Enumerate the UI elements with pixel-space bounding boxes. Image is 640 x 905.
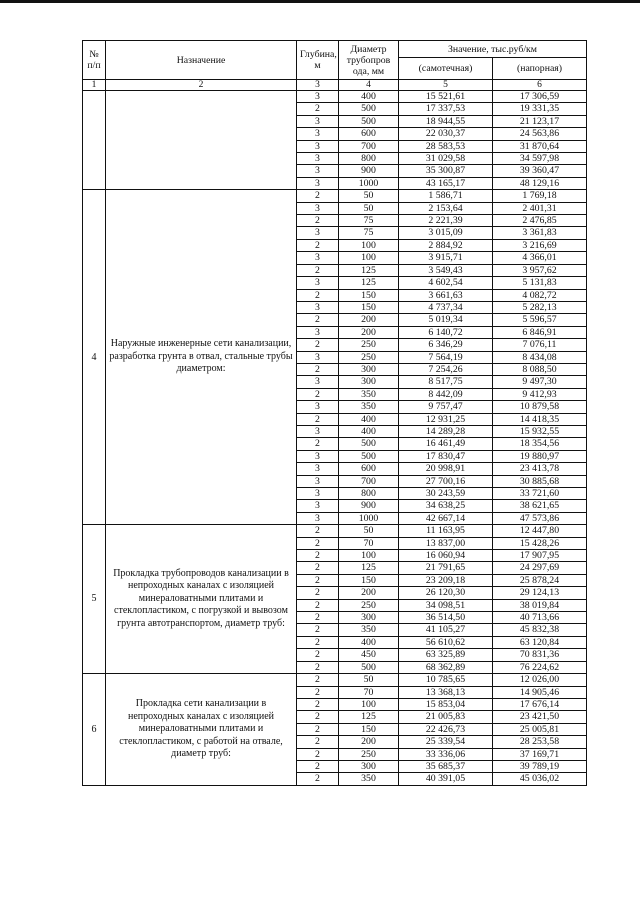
depth-cell: 2 <box>297 289 339 301</box>
pressure-value-cell: 48 129,16 <box>493 177 587 189</box>
depth-cell: 2 <box>297 550 339 562</box>
group-description-cell: Прокладка трубопроводов канализации в непроходных каналах с изоляцией минераловатными плитами и стеклопластиком, с погрузкой и вывозом грунта автотранспортом, диаметр труб: <box>106 525 297 674</box>
table-row <box>83 190 587 202</box>
table-row <box>83 91 587 103</box>
pressure-value-cell: 23 413,78 <box>493 463 587 475</box>
diameter-cell: 600 <box>339 463 399 475</box>
depth-cell: 2 <box>297 649 339 661</box>
depth-cell: 2 <box>297 239 339 251</box>
pressure-value-cell: 14 905,46 <box>493 686 587 698</box>
pressure-value-cell: 15 932,55 <box>493 425 587 437</box>
gravity-value-cell: 43 165,17 <box>399 177 493 189</box>
pressure-value-cell: 17 306,59 <box>493 91 587 103</box>
column-index-cell: 4 <box>339 80 399 91</box>
group-number-cell <box>83 91 106 190</box>
gravity-value-cell: 12 931,25 <box>399 413 493 425</box>
gravity-value-cell: 3 549,43 <box>399 264 493 276</box>
pressure-value-cell: 7 076,11 <box>493 339 587 351</box>
pressure-value-cell: 14 418,35 <box>493 413 587 425</box>
gravity-value-cell: 1 586,71 <box>399 190 493 202</box>
diameter-cell: 400 <box>339 413 399 425</box>
diameter-cell: 50 <box>339 525 399 537</box>
gravity-value-cell: 7 564,19 <box>399 351 493 363</box>
gravity-value-cell: 33 336,06 <box>399 748 493 760</box>
depth-cell: 2 <box>297 103 339 115</box>
diameter-cell: 150 <box>339 723 399 735</box>
gravity-value-cell: 10 785,65 <box>399 674 493 686</box>
depth-cell: 2 <box>297 562 339 574</box>
depth-cell: 3 <box>297 512 339 524</box>
diameter-cell: 800 <box>339 488 399 500</box>
diameter-cell: 350 <box>339 401 399 413</box>
group-description-cell <box>106 91 297 190</box>
gravity-value-cell: 13 837,00 <box>399 537 493 549</box>
pressure-value-cell: 63 120,84 <box>493 636 587 648</box>
diameter-cell: 250 <box>339 339 399 351</box>
pressure-value-cell: 38 621,65 <box>493 500 587 512</box>
pressure-value-cell: 18 354,56 <box>493 438 587 450</box>
header-purpose: Назначение <box>106 41 297 80</box>
diameter-cell: 350 <box>339 388 399 400</box>
gravity-value-cell: 14 289,28 <box>399 425 493 437</box>
diameter-cell: 700 <box>339 475 399 487</box>
gravity-value-cell: 21 791,65 <box>399 562 493 574</box>
diameter-cell: 1000 <box>339 177 399 189</box>
gravity-value-cell: 13 368,13 <box>399 686 493 698</box>
depth-cell: 2 <box>297 674 339 686</box>
gravity-value-cell: 56 610,62 <box>399 636 493 648</box>
depth-cell: 3 <box>297 165 339 177</box>
gravity-value-cell: 17 830,47 <box>399 450 493 462</box>
pressure-value-cell: 21 123,17 <box>493 115 587 127</box>
pressure-value-cell: 3 957,62 <box>493 264 587 276</box>
diameter-cell: 1000 <box>339 512 399 524</box>
gravity-value-cell: 20 998,91 <box>399 463 493 475</box>
diameter-cell: 125 <box>339 264 399 276</box>
depth-cell: 2 <box>297 537 339 549</box>
gravity-value-cell: 2 153,64 <box>399 202 493 214</box>
diameter-cell: 100 <box>339 239 399 251</box>
depth-cell: 2 <box>297 760 339 772</box>
depth-cell: 3 <box>297 326 339 338</box>
depth-cell: 3 <box>297 227 339 239</box>
diameter-cell: 250 <box>339 599 399 611</box>
diameter-cell: 150 <box>339 289 399 301</box>
diameter-cell: 50 <box>339 674 399 686</box>
depth-cell: 2 <box>297 736 339 748</box>
depth-cell: 3 <box>297 463 339 475</box>
diameter-cell: 200 <box>339 326 399 338</box>
depth-cell: 2 <box>297 388 339 400</box>
pressure-value-cell: 38 019,84 <box>493 599 587 611</box>
diameter-cell: 400 <box>339 425 399 437</box>
pressure-value-cell: 5 282,13 <box>493 301 587 313</box>
pressure-value-cell: 39 789,19 <box>493 760 587 772</box>
column-index-cell: 1 <box>83 80 106 91</box>
gravity-value-cell: 6 346,29 <box>399 339 493 351</box>
pressure-value-cell: 19 880,97 <box>493 450 587 462</box>
pressure-value-cell: 70 831,36 <box>493 649 587 661</box>
depth-cell: 2 <box>297 624 339 636</box>
depth-cell: 3 <box>297 115 339 127</box>
diameter-cell: 350 <box>339 624 399 636</box>
pressure-value-cell: 17 907,95 <box>493 550 587 562</box>
pressure-value-cell: 23 421,50 <box>493 711 587 723</box>
pressure-value-cell: 8 434,08 <box>493 351 587 363</box>
depth-cell: 2 <box>297 363 339 375</box>
gravity-value-cell: 31 029,58 <box>399 153 493 165</box>
diameter-cell: 800 <box>339 153 399 165</box>
gravity-value-cell: 25 339,54 <box>399 736 493 748</box>
pressure-value-cell: 3 361,83 <box>493 227 587 239</box>
depth-cell: 3 <box>297 500 339 512</box>
depth-cell: 2 <box>297 636 339 648</box>
diameter-cell: 100 <box>339 252 399 264</box>
diameter-cell: 700 <box>339 140 399 152</box>
cost-table <box>82 40 587 786</box>
depth-cell: 3 <box>297 128 339 140</box>
header-diameter: Диаметр трубопров ода, мм <box>339 41 399 80</box>
diameter-cell: 100 <box>339 698 399 710</box>
diameter-cell: 900 <box>339 165 399 177</box>
depth-cell: 3 <box>297 488 339 500</box>
gravity-value-cell: 22 030,37 <box>399 128 493 140</box>
gravity-value-cell: 63 325,89 <box>399 649 493 661</box>
diameter-cell: 75 <box>339 227 399 239</box>
pressure-value-cell: 2 401,31 <box>493 202 587 214</box>
depth-cell: 3 <box>297 153 339 165</box>
diameter-cell: 500 <box>339 438 399 450</box>
depth-cell: 3 <box>297 91 339 103</box>
diameter-cell: 300 <box>339 760 399 772</box>
depth-cell: 2 <box>297 748 339 760</box>
depth-cell: 2 <box>297 587 339 599</box>
depth-cell: 2 <box>297 773 339 785</box>
diameter-cell: 100 <box>339 550 399 562</box>
depth-cell: 3 <box>297 301 339 313</box>
pressure-value-cell: 8 088,50 <box>493 363 587 375</box>
pressure-value-cell: 33 721,60 <box>493 488 587 500</box>
diameter-cell: 300 <box>339 612 399 624</box>
diameter-cell: 200 <box>339 736 399 748</box>
depth-cell: 3 <box>297 202 339 214</box>
depth-cell: 3 <box>297 475 339 487</box>
depth-cell: 2 <box>297 525 339 537</box>
gravity-value-cell: 16 461,49 <box>399 438 493 450</box>
depth-cell: 3 <box>297 277 339 289</box>
pressure-value-cell: 30 885,68 <box>493 475 587 487</box>
pressure-value-cell: 19 331,35 <box>493 103 587 115</box>
gravity-value-cell: 18 944,55 <box>399 115 493 127</box>
pressure-value-cell: 24 297,69 <box>493 562 587 574</box>
gravity-value-cell: 4 602,54 <box>399 277 493 289</box>
gravity-value-cell: 4 737,34 <box>399 301 493 313</box>
gravity-value-cell: 34 098,51 <box>399 599 493 611</box>
diameter-cell: 400 <box>339 91 399 103</box>
depth-cell: 2 <box>297 711 339 723</box>
gravity-value-cell: 36 514,50 <box>399 612 493 624</box>
diameter-cell: 125 <box>339 711 399 723</box>
pressure-value-cell: 6 846,91 <box>493 326 587 338</box>
pressure-value-cell: 5 596,57 <box>493 314 587 326</box>
table-body <box>83 91 587 786</box>
gravity-value-cell: 3 915,71 <box>399 252 493 264</box>
gravity-value-cell: 30 243,59 <box>399 488 493 500</box>
diameter-cell: 150 <box>339 574 399 586</box>
depth-cell: 2 <box>297 190 339 202</box>
diameter-cell: 900 <box>339 500 399 512</box>
depth-cell: 2 <box>297 686 339 698</box>
gravity-value-cell: 2 221,39 <box>399 215 493 227</box>
gravity-value-cell: 17 337,53 <box>399 103 493 115</box>
diameter-cell: 70 <box>339 537 399 549</box>
column-index-cell: 5 <box>399 80 493 91</box>
gravity-value-cell: 41 105,27 <box>399 624 493 636</box>
gravity-value-cell: 22 426,73 <box>399 723 493 735</box>
diameter-cell: 600 <box>339 128 399 140</box>
depth-cell: 2 <box>297 413 339 425</box>
diameter-cell: 150 <box>339 301 399 313</box>
gravity-value-cell: 3 015,09 <box>399 227 493 239</box>
pressure-value-cell: 1 769,18 <box>493 190 587 202</box>
gravity-value-cell: 28 583,53 <box>399 140 493 152</box>
depth-cell: 3 <box>297 376 339 388</box>
pressure-value-cell: 25 005,81 <box>493 723 587 735</box>
pressure-value-cell: 39 360,47 <box>493 165 587 177</box>
gravity-value-cell: 15 853,04 <box>399 698 493 710</box>
pressure-value-cell: 37 169,71 <box>493 748 587 760</box>
diameter-cell: 200 <box>339 587 399 599</box>
page-top-rule <box>0 0 640 3</box>
group-number-cell: 5 <box>83 525 106 674</box>
depth-cell: 2 <box>297 314 339 326</box>
depth-cell: 2 <box>297 723 339 735</box>
gravity-value-cell: 3 661,63 <box>399 289 493 301</box>
gravity-value-cell: 11 163,95 <box>399 525 493 537</box>
diameter-cell: 75 <box>339 215 399 227</box>
depth-cell: 3 <box>297 425 339 437</box>
gravity-value-cell: 15 521,61 <box>399 91 493 103</box>
depth-cell: 2 <box>297 339 339 351</box>
group-number-cell: 4 <box>83 190 106 525</box>
pressure-value-cell: 34 597,98 <box>493 153 587 165</box>
pressure-value-cell: 28 253,58 <box>493 736 587 748</box>
depth-cell: 2 <box>297 661 339 673</box>
diameter-cell: 50 <box>339 202 399 214</box>
pressure-value-cell: 4 082,72 <box>493 289 587 301</box>
depth-cell: 3 <box>297 252 339 264</box>
gravity-value-cell: 2 884,92 <box>399 239 493 251</box>
diameter-cell: 350 <box>339 773 399 785</box>
depth-cell: 3 <box>297 450 339 462</box>
pressure-value-cell: 31 870,64 <box>493 140 587 152</box>
pressure-value-cell: 47 573,86 <box>493 512 587 524</box>
depth-cell: 2 <box>297 215 339 227</box>
pressure-value-cell: 10 879,58 <box>493 401 587 413</box>
diameter-cell: 500 <box>339 103 399 115</box>
column-index-cell: 2 <box>106 80 297 91</box>
depth-cell: 3 <box>297 401 339 413</box>
diameter-cell: 400 <box>339 636 399 648</box>
gravity-value-cell: 6 140,72 <box>399 326 493 338</box>
pressure-value-cell: 9 497,30 <box>493 376 587 388</box>
pressure-value-cell: 3 216,69 <box>493 239 587 251</box>
pressure-value-cell: 45 832,38 <box>493 624 587 636</box>
gravity-value-cell: 40 391,05 <box>399 773 493 785</box>
depth-cell: 3 <box>297 140 339 152</box>
pressure-value-cell: 29 124,13 <box>493 587 587 599</box>
diameter-cell: 300 <box>339 363 399 375</box>
pressure-value-cell: 12 447,80 <box>493 525 587 537</box>
gravity-value-cell: 7 254,26 <box>399 363 493 375</box>
gravity-value-cell: 26 120,30 <box>399 587 493 599</box>
diameter-cell: 125 <box>339 277 399 289</box>
gravity-value-cell: 23 209,18 <box>399 574 493 586</box>
table-row <box>83 674 587 686</box>
pressure-value-cell: 2 476,85 <box>493 215 587 227</box>
gravity-value-cell: 68 362,89 <box>399 661 493 673</box>
header-pressure: (напорная) <box>493 58 587 80</box>
depth-cell: 2 <box>297 612 339 624</box>
diameter-cell: 300 <box>339 376 399 388</box>
depth-cell: 3 <box>297 351 339 363</box>
depth-cell: 2 <box>297 698 339 710</box>
gravity-value-cell: 42 667,14 <box>399 512 493 524</box>
gravity-value-cell: 9 757,47 <box>399 401 493 413</box>
header-depth: Глубина, м <box>297 41 339 80</box>
pressure-value-cell: 45 036,02 <box>493 773 587 785</box>
diameter-cell: 250 <box>339 351 399 363</box>
table-header <box>83 41 587 91</box>
column-index-cell: 6 <box>493 80 587 91</box>
pressure-value-cell: 40 713,66 <box>493 612 587 624</box>
pressure-value-cell: 17 676,14 <box>493 698 587 710</box>
diameter-cell: 50 <box>339 190 399 202</box>
gravity-value-cell: 16 060,94 <box>399 550 493 562</box>
gravity-value-cell: 21 005,83 <box>399 711 493 723</box>
gravity-value-cell: 8 517,75 <box>399 376 493 388</box>
depth-cell: 3 <box>297 177 339 189</box>
diameter-cell: 500 <box>339 115 399 127</box>
gravity-value-cell: 35 300,87 <box>399 165 493 177</box>
pressure-value-cell: 5 131,83 <box>493 277 587 289</box>
pressure-value-cell: 9 412,93 <box>493 388 587 400</box>
column-index-row <box>83 80 587 91</box>
group-description-cell: Прокладка сети канализации в непроходных каналах с изоляцией минераловатными плитами и стеклопластиком, с работой на отвале, диаметр труб: <box>106 674 297 786</box>
header-gravity: (самотечная) <box>399 58 493 80</box>
diameter-cell: 200 <box>339 314 399 326</box>
pressure-value-cell: 24 563,86 <box>493 128 587 140</box>
depth-cell: 2 <box>297 438 339 450</box>
group-description-cell: Наружные инженерные сети канализации, разработка грунта в отвал, стальные трубы диаметром: <box>106 190 297 525</box>
diameter-cell: 125 <box>339 562 399 574</box>
pressure-value-cell: 25 878,24 <box>493 574 587 586</box>
depth-cell: 2 <box>297 264 339 276</box>
group-number-cell: 6 <box>83 674 106 786</box>
diameter-cell: 500 <box>339 450 399 462</box>
diameter-cell: 450 <box>339 649 399 661</box>
diameter-cell: 250 <box>339 748 399 760</box>
depth-cell: 2 <box>297 599 339 611</box>
gravity-value-cell: 8 442,09 <box>399 388 493 400</box>
pressure-value-cell: 76 224,62 <box>493 661 587 673</box>
column-index-cell: 3 <box>297 80 339 91</box>
gravity-value-cell: 5 019,34 <box>399 314 493 326</box>
pressure-value-cell: 15 428,26 <box>493 537 587 549</box>
gravity-value-cell: 34 638,25 <box>399 500 493 512</box>
gravity-value-cell: 35 685,37 <box>399 760 493 772</box>
pressure-value-cell: 4 366,01 <box>493 252 587 264</box>
header-value: Значение, тыс.руб/км <box>399 41 587 58</box>
diameter-cell: 500 <box>339 661 399 673</box>
header-no: № п/п <box>83 41 106 80</box>
gravity-value-cell: 27 700,16 <box>399 475 493 487</box>
pressure-value-cell: 12 026,00 <box>493 674 587 686</box>
table-row <box>83 525 587 537</box>
depth-cell: 2 <box>297 574 339 586</box>
diameter-cell: 70 <box>339 686 399 698</box>
